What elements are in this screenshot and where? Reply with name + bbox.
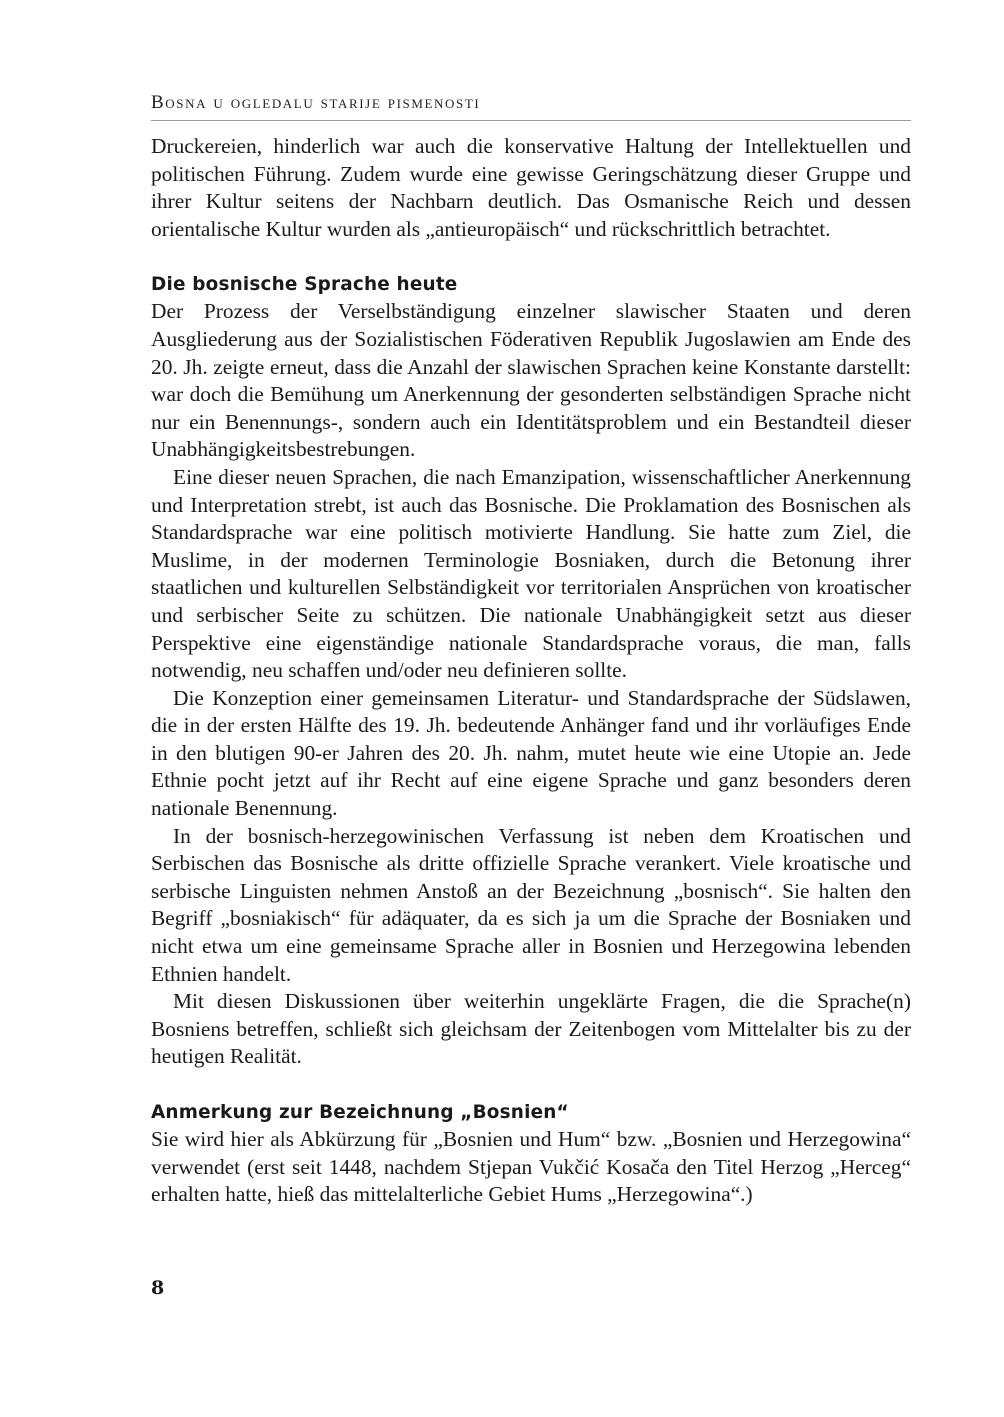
body-text (151, 133, 911, 1209)
section-heading-bosnian-language: Die bosnische Sprache heute (151, 274, 458, 296)
page-number: 8 (151, 1277, 165, 1299)
paragraph: Der Prozess der Verselbständigung einzelner slawischer Staaten und deren Ausgliederung aus der Sozialistischen Föderativen Republik Jugoslawien am Ende des 20. Jh. zeigte erneut, dass die Anzahl der slawischen Sprachen keine Konstante darstellt: war doch die Bemühung um Anerkennung der gesonderten selbständigen Sprache nicht nur ein Benennungs-, sondern auch ein Identitätsproblem und ein Bestandteil dieser Unabhängigkeitsbestrebungen. (151, 299, 911, 462)
intro-paragraph: Druckereien, hinderlich war auch die konservative Haltung der Intellektuellen und politischen Führung. Zudem wurde eine gewisse Geringschätzung dieser Gruppe und ihrer Kultur seitens der Nachbarn deutlich. Das Osmanische Reich und dessen orientalische Kultur wurden als „antieuropäisch“ und rückschrittlich betrachtet. (151, 134, 911, 241)
paragraph: Eine dieser neuen Sprachen, die nach Emanzipation, wissenschaftlicher Anerkennung und Interpretation strebt, ist auch das Bosnische. Die Proklamation des Bosnischen als Standardsprache war eine politisch motivierte Handlung. Sie hatte zum Ziel, die Muslime, in der modernen Terminologie Bosniaken, durch die Betonung ihrer staatlichen und kulturellen Selbständigkeit vor territorialen Ansprüchen von kroatischer und serbischer Seite zu schützen. Die nationale Unabhängigkeit setzt aus dieser Perspektive eine eigenständige nationale Standardsprache voraus, die man, falls notwendig, neu schaffen und/oder neu definieren sollte. (151, 464, 911, 683)
paragraph: Die Konzeption einer gemeinsamen Literatur- und Standardsprache der Südslawen, die in der ersten Hälfte des 19. Jh. bedeutende Anhänger fand und ihr vorläufiges Ende in den blutigen 90-er Jahren des 20. Jh. nahm, mutet heute wie eine Utopie an. Jede Ethnie pocht jetzt auf ihr Recht auf eine eigene Sprache und ganz besonders deren nationale Benennung. (151, 685, 911, 821)
section-spacer (151, 1071, 911, 1099)
section-spacer (151, 243, 911, 271)
paragraph: Mit diesen Diskussionen über weiterhin ungeklärte Fragen, die die Sprache(n) Bosniens betreffen, schließt sich gleichsam der Zeitenbogen vom Mittelalter bis zu der heutigen Realität. (151, 989, 911, 1069)
section-heading-note: Anmerkung zur Bezeichnung „Bosnien“ (151, 1102, 569, 1123)
running-head: Bosna u ogledalu starije pismenosti (151, 92, 911, 121)
paragraph: In der bosnisch-herzegowinischen Verfassung ist neben dem Kroatischen und Serbischen das Bosnische als dritte offizielle Sprache verankert. Viele kroatische und serbische Linguisten nehmen Anstoß an der Bezeichnung „bosnisch“. Sie halten den Begriff „bosniakisch“ für adäquater, da es sich ja um die Sprache der Bosniaken und nicht etwa um eine gemeinsame Sprache aller in Bosnien und Herzegowina lebenden Ethnien handelt. (151, 823, 911, 986)
note-paragraph: Sie wird hier als Abkürzung für „Bosnien und Hum“ bzw. „Bosnien und Herzegowina“ verwendet (erst seit 1448, nachdem Stjepan Vukčić Kosača den Titel Herzog „Herceg“ erhalten hatte, hieß das mittelalterliche Gebiet Hums „Herzegowina“.) (151, 1127, 911, 1207)
